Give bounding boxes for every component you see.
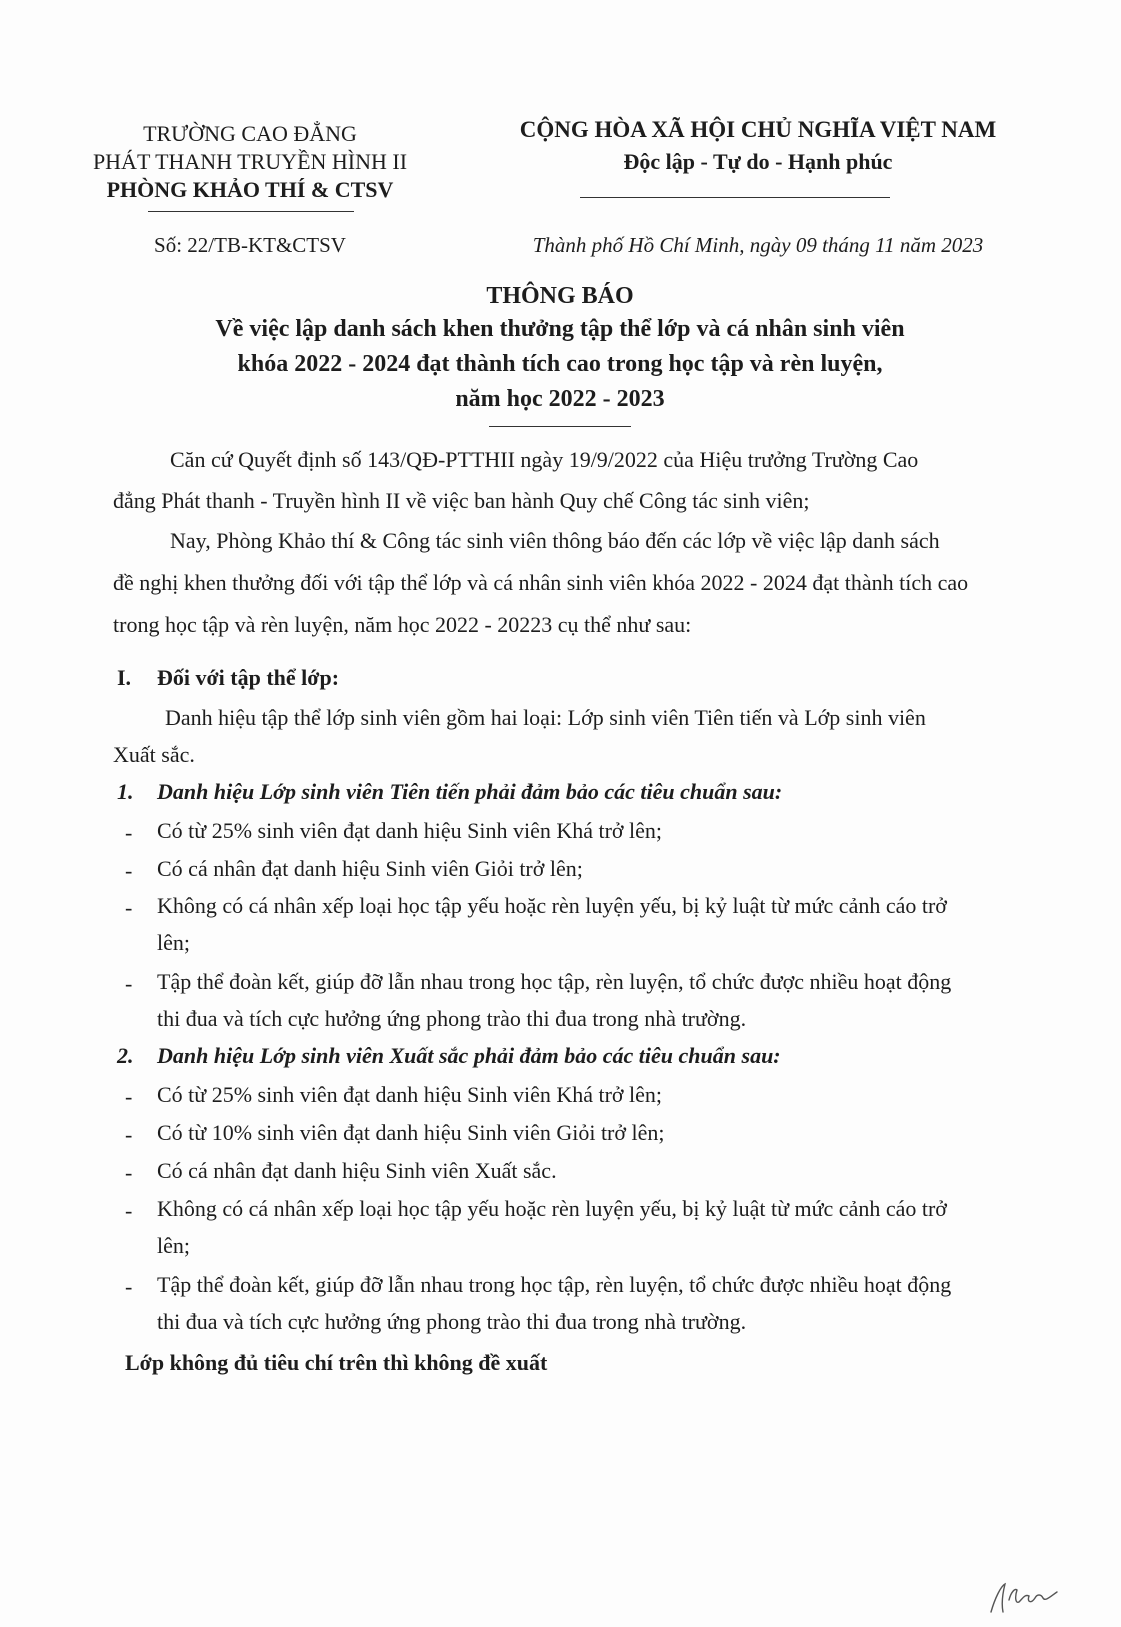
issuer-line-2: PHÁT THANH TRUYỀN HÌNH II bbox=[92, 149, 408, 174]
criterion-item: Có từ 25% sinh viên đạt danh hiệu Sinh viên Khá trở lên; bbox=[157, 818, 663, 843]
bullet-dash: - bbox=[125, 1274, 133, 1299]
document-number: Số: 22/TB-KT&CTSV bbox=[154, 233, 346, 257]
document-date: Thành phố Hồ Chí Minh, ngày 09 tháng 11 năm 2023 bbox=[532, 233, 984, 257]
bullet-dash: - bbox=[125, 820, 133, 845]
paragraph-basis-line-1: Căn cứ Quyết định số 143/QĐ-PTTHII ngày 19/9/2022 của Hiệu trưởng Trường Cao bbox=[170, 447, 919, 472]
section-1-line-2: Xuất sắc. bbox=[113, 742, 195, 767]
national-motto-block bbox=[478, 114, 1038, 178]
motto-underline bbox=[580, 197, 890, 198]
issuer-underline bbox=[148, 211, 354, 212]
criterion-item-continued: thi đua và tích cực hưởng ứng phong trào thi đua trong nhà trường. bbox=[157, 1006, 747, 1031]
section-1-title: Đối với tập thể lớp: bbox=[157, 665, 340, 690]
bullet-dash: - bbox=[125, 971, 133, 996]
issuer-block bbox=[72, 120, 428, 204]
subsection-2-number: 2. bbox=[117, 1043, 134, 1068]
criterion-item: Có từ 25% sinh viên đạt danh hiệu Sinh viên Khá trở lên; bbox=[157, 1082, 663, 1107]
motto: Độc lập - Tự do - Hạnh phúc bbox=[623, 149, 893, 174]
criterion-item: Không có cá nhân xếp loại học tập yếu hoặc rèn luyện yếu, bị kỷ luật từ mức cảnh cáo trở bbox=[157, 893, 947, 918]
title-underline bbox=[489, 426, 631, 427]
bullet-dash: - bbox=[125, 1084, 133, 1109]
paragraph-notice-line-1: Nay, Phòng Khảo thí & Công tác sinh viên thông báo đến các lớp về việc lập danh sách bbox=[170, 528, 940, 553]
bullet-dash: - bbox=[125, 1160, 133, 1185]
issuer-department: PHÒNG KHẢO THÍ & CTSV bbox=[106, 177, 394, 202]
bullet-dash: - bbox=[125, 858, 133, 883]
closing-note: Lớp không đủ tiêu chí trên thì không đề xuất bbox=[125, 1350, 548, 1375]
criterion-item: Có cá nhân đạt danh hiệu Sinh viên Xuất sắc. bbox=[157, 1158, 557, 1183]
criterion-item-continued: lên; bbox=[157, 1233, 190, 1258]
subsection-2-title: Danh hiệu Lớp sinh viên Xuất sắc phải đảm bảo các tiêu chuẩn sau: bbox=[157, 1043, 781, 1068]
criterion-item: Không có cá nhân xếp loại học tập yếu hoặc rèn luyện yếu, bị kỷ luật từ mức cảnh cáo trở bbox=[157, 1196, 947, 1221]
subsection-1-title: Danh hiệu Lớp sinh viên Tiên tiến phải đảm bảo các tiêu chuẩn sau: bbox=[157, 779, 783, 804]
bullet-dash: - bbox=[125, 895, 133, 920]
criterion-item: Tập thể đoàn kết, giúp đỡ lẫn nhau trong học tập, rèn luyện, tổ chức được nhiều hoạt động bbox=[157, 969, 952, 994]
criterion-item: Có từ 10% sinh viên đạt danh hiệu Sinh viên Giỏi trở lên; bbox=[157, 1120, 665, 1145]
country-name: CỘNG HÒA XÃ HỘI CHỦ NGHĨA VIỆT NAM bbox=[519, 117, 997, 142]
title-subject-line-3: năm học 2022 - 2023 bbox=[455, 386, 665, 412]
paragraph-notice-line-3: trong học tập và rèn luyện, năm học 2022 - 20223 cụ thể như sau: bbox=[113, 612, 692, 637]
paragraph-basis-line-2: đẳng Phát thanh - Truyền hình II về việc ban hành Quy chế Công tác sinh viên; bbox=[113, 488, 810, 513]
criterion-item: Có cá nhân đạt danh hiệu Sinh viên Giỏi trở lên; bbox=[157, 856, 583, 881]
bullet-dash: - bbox=[125, 1198, 133, 1223]
title-subject-line-2: khóa 2022 - 2024 đạt thành tích cao trong học tập và rèn luyện, bbox=[237, 351, 883, 377]
initials-signature bbox=[985, 1578, 1065, 1618]
criterion-item-continued: thi đua và tích cực hưởng ứng phong trào thi đua trong nhà trường. bbox=[157, 1309, 747, 1334]
paragraph-notice-line-2: đề nghị khen thưởng đối với tập thể lớp và cá nhân sinh viên khóa 2022 - 2024 đạt thành tích cao bbox=[113, 570, 969, 595]
title-subject-line-1: Về việc lập danh sách khen thưởng tập thể lớp và cá nhân sinh viên bbox=[215, 316, 905, 342]
section-1-line-1: Danh hiệu tập thể lớp sinh viên gồm hai loại: Lớp sinh viên Tiên tiến và Lớp sinh viên bbox=[165, 705, 926, 730]
bullet-dash: - bbox=[125, 1122, 133, 1147]
section-1-number: I. bbox=[117, 665, 132, 690]
criterion-item: Tập thể đoàn kết, giúp đỡ lẫn nhau trong học tập, rèn luyện, tổ chức được nhiều hoạt động bbox=[157, 1272, 952, 1297]
subsection-1-number: 1. bbox=[117, 779, 134, 804]
criterion-item-continued: lên; bbox=[157, 930, 190, 955]
issuer-line-1: TRƯỜNG CAO ĐẲNG bbox=[143, 121, 357, 146]
document-title: THÔNG BÁO bbox=[486, 283, 634, 309]
